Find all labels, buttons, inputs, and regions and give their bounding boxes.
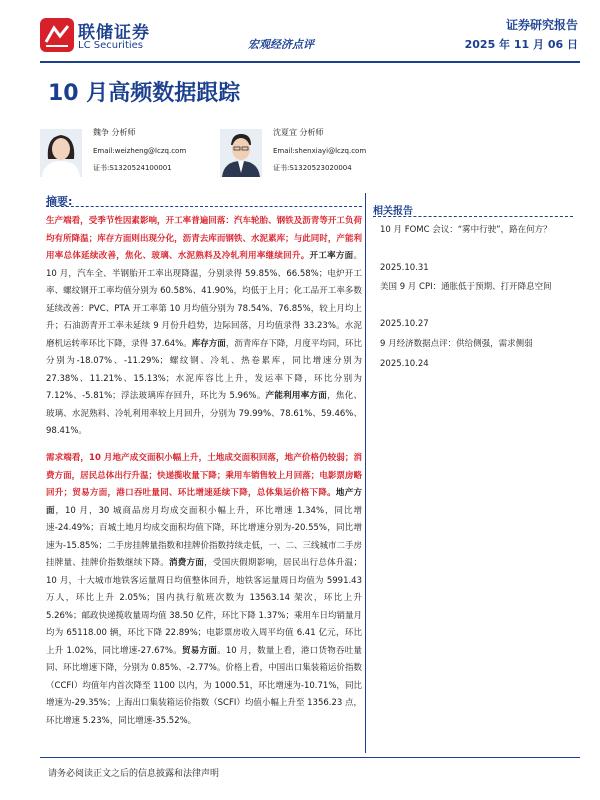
logo-english-name: LC Securities bbox=[78, 40, 144, 51]
production-lead: 生产端看，受季节性因素影响，开工率普遍回落：汽车轮胎、钢铁及沥青等开工负荷均有所降温；库存方面则出现分化，沥青去库而钢铁、水泥累库；与此同时，产能利用率总体延续改善，焦化、玻璃、水泥熟料及冷轧利用率继续回升。 bbox=[46, 216, 362, 261]
operating-rate-text: 。10 月，汽车全、半钢胎开工率出现降温，分别录得 59.85%、66.58%；电炉开工率、螺纹钢开工率均值分别为 60.58%、41.90%，均低于上月；化工品开工率多数延续改善：PVC、PTA 开工率第 10 月均值分别为 78.54%、76.85%，较上月均上升；石油沥青开工率未延续 9 月份升趋势，边际回落，月均值录得 33.23%。水泥磨机运转率环比下降，录得 37.64%。 bbox=[46, 251, 362, 349]
header-divider bbox=[40, 61, 580, 63]
trade-text: 。10 月，数量上看，港口货物吞吐量同、环比增速下降，分别为 0.85%、-2.77%。价格上看，中国出口集装箱运价指数（CCFI）均值年内首次降至 1100 以内，为 1000.51，环比增速为-10.71%，同比增速为-29.35%；上海出口集装箱运价指数（SCFI）均值小幅上升至 1356.23 点，环比增速 5.23%，同比增速-35.52%。 bbox=[46, 645, 362, 726]
analyst-cert: 证书:S1320523020004 bbox=[273, 164, 352, 172]
demand-lead: 需求端看，10 月地产成交面积小幅上升，土地成交面积回落，地产价格仍较弱；消费方面，居民总体出行升温；快递揽收量下降；乘用车销售较上月回落；电影票房略回升；贸易方面，港口吞吐量同、环比增速延续下降，总体集运价格下降。 bbox=[46, 453, 362, 498]
related-report-date: 2025.10.27 bbox=[380, 319, 429, 329]
summary-demand-paragraph bbox=[46, 450, 362, 740]
summary-divider bbox=[46, 206, 362, 207]
related-report-link[interactable]: 美国 9 月 CPI：通胀低于预期、打开降息空间 bbox=[380, 282, 552, 292]
company-logo bbox=[40, 16, 170, 56]
related-report-date: 2025.10.24 bbox=[380, 359, 429, 369]
summary-production-paragraph bbox=[46, 213, 362, 446]
analyst-cert: 证书:S1320524100001 bbox=[93, 164, 172, 172]
report-type: 宏观经济点评 bbox=[248, 38, 314, 51]
trade-heading: 贸易方面 bbox=[182, 645, 218, 656]
analyst-card bbox=[220, 125, 400, 181]
page-title: 10 月高频数据跟踪 bbox=[48, 81, 241, 106]
capacity-text: ，焦化、玻璃、水泥熟料、冷轧利用率较上月回升，分别为 79.99%、78.61%、59.46%、98.41%。 bbox=[46, 391, 362, 436]
consumption-heading: 消费方面 bbox=[168, 558, 205, 568]
related-report-link[interactable]: 9 月经济数据点评：供给侧强，需求侧弱 bbox=[380, 339, 533, 349]
related-divider bbox=[373, 216, 573, 217]
related-report-date: 2025.10.31 bbox=[380, 263, 429, 273]
analyst-name: 魏争 分析师 bbox=[93, 128, 136, 137]
report-label: 证券研究报告 bbox=[505, 18, 578, 32]
analyst-email: Email:shenxiayi@lczq.com bbox=[273, 147, 367, 155]
page-header bbox=[40, 14, 580, 60]
analyst-male-avatar-icon bbox=[220, 129, 262, 177]
inventory-text: ，沥青库存下降，月度平均同，环比分别为-18.07%、-11.29%；螺纹钢、冷轧、热卷累库，同比增速分别为 27.38%、11.21%、15.13%；水泥库容比上升，发运率下降，环比分别为 7.12%、-5.81%；浮法玻璃库存回升，环比为 5.96%。 bbox=[46, 338, 362, 401]
capacity-heading: 产能利用率方面 bbox=[265, 391, 328, 401]
footer-divider bbox=[40, 757, 580, 758]
property-heading: 地产方面 bbox=[46, 488, 362, 516]
operating-rate-heading: 开工率方面 bbox=[309, 251, 354, 261]
analyst-card bbox=[40, 125, 220, 181]
analyst-name: 沈夏宜 分析师 bbox=[273, 128, 324, 137]
logo-mark-icon bbox=[40, 18, 74, 52]
related-report-link[interactable]: 10 月 FOMC 会议：“雾中行驶”，路在何方？ bbox=[380, 225, 552, 235]
related-reports-heading: 相关报告 bbox=[373, 206, 413, 217]
analyst-email: Email:weizheng@lczq.com bbox=[93, 147, 187, 155]
column-divider bbox=[365, 193, 366, 753]
inventory-heading: 库存方面 bbox=[191, 338, 226, 349]
summary-heading: 摘要: bbox=[46, 195, 73, 208]
property-text: ，10 月，30 城商品房月均成交面积小幅上升，环比增速 1.34%，同比增速-24.49%；百城土地月均成交面积均值下降，环比增速分别为-20.55%，同比增速为-15.85%；二手房挂牌量指数和挂牌价指数持续走低，一、二、三线城市二手房挂牌量、挂牌价指数继续下降。 bbox=[46, 505, 362, 568]
consumption-text: ，受国庆假期影响，居民出行总体升温；10 月，十大城市地铁客运量周日均值整体回升，地铁客运量周日均值为 5991.43 万人，环比上升 2.05%；国内执行航班次数为 13563.14 架次，环比上升 5.26%；邮政快递揽收量周均值 38.50 亿件，环比下降 1.37%；乘用车日均销量月均为 65118.00 辆，环比下降 22.89%；电影票房收入周平均值 6.41 亿元，环比上升 1.02%，同比增速-27.67%。 bbox=[46, 558, 362, 656]
logo-chinese-name: 联储证券 bbox=[78, 23, 150, 43]
analyst-female-avatar-icon bbox=[40, 129, 82, 177]
report-date: 2025 年 11 月 06 日 bbox=[464, 38, 578, 51]
footer-disclaimer: 请务必阅读正文之后的信息披露和法律声明 bbox=[48, 769, 220, 779]
